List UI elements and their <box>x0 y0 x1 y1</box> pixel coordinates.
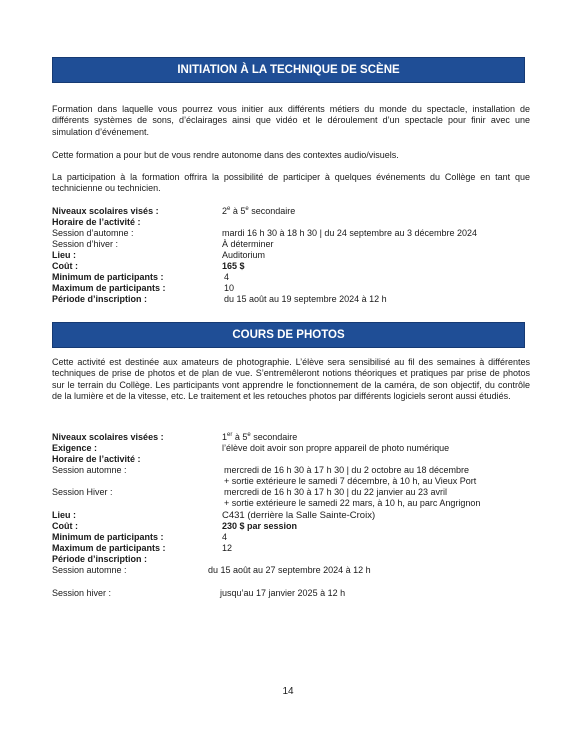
description-paragraph: Cette activité est destinée aux amateurs de photographie. L’élève sera sensibilisé au fil des semaines à différentes techniques de prise de photos et de plan de vue. S’entremêleront notions théoriques et pratiques par prise de photos sur le terrain du Collège. Les participants vont apprendre le fonctionnement de la caméra, de son objectif, du contrôle de la lumière et de la vitesse, etc. Le traitement et les retouches photos par différents logiciels seront aussi étudiés. <box>52 357 530 401</box>
page-number: 14 <box>282 686 294 697</box>
participation-paragraph: La participation à la formation offrira la possibilité de participer à quelques événements du Collège en tant que technicienne ou technicien. <box>52 172 530 194</box>
info-label: Session hiver : <box>52 588 112 598</box>
info-label: Horaire de l’activité : <box>52 454 141 464</box>
info-label: Minimum de participants : <box>52 272 164 282</box>
info-value: 4 <box>224 272 230 282</box>
info-label: Exigence : <box>52 443 98 453</box>
info-value: mardi 16 h 30 à 18 h 30 | du 24 septembre au 3 décembre 2024 <box>222 228 478 238</box>
info-value: jusqu’au 17 janvier 2025 à 12 h <box>220 588 346 598</box>
info-label: Session Hiver : <box>52 487 113 497</box>
info-label: Lieu : <box>52 250 76 260</box>
info-value: À déterminer <box>222 239 274 249</box>
info-label: Période d’inscription : <box>52 554 148 564</box>
info-value: 230 $ par session <box>222 521 298 531</box>
info-value: 165 $ <box>222 261 245 271</box>
info-value: C431 (derrière la Salle Sainte-Croix) <box>222 510 376 521</box>
info-label: Maximum de participants : <box>52 283 166 293</box>
info-label: Lieu : <box>52 510 76 520</box>
info-value: + sortie extérieure le samedi 22 mars, à 10 h, au parc Angrignon <box>224 498 481 508</box>
section-title: INITIATION À LA TECHNIQUE DE SCÈNE <box>177 64 400 76</box>
info-value: 12 <box>222 543 233 553</box>
section-banner-technique-scene <box>52 57 525 83</box>
info-label: Session automne : <box>52 565 127 575</box>
section-banner-cours-photos <box>52 322 525 348</box>
info-label: Minimum de participants : <box>52 532 164 542</box>
info-value: du 15 août au 19 septembre 2024 à 12 h <box>224 294 387 304</box>
info-label: Session d’automne : <box>52 228 134 238</box>
info-label: Période d’inscription : <box>52 294 148 304</box>
description-paragraph: Formation dans laquelle vous pourrez vous initier aux différents métiers du monde du spectacle, installation de différents systèmes de sons, d’éclairages ainsi que vidéo et le déroulement d’un spectacle pour finir avec une simulation d’événement. <box>52 104 530 137</box>
info-label: Session automne : <box>52 465 127 475</box>
info-label: Session d’hiver : <box>52 239 119 249</box>
info-value: 1er à 5e secondaire <box>222 432 298 442</box>
info-value: 10 <box>224 283 235 293</box>
info-value: du 15 août au 27 septembre 2024 à 12 h <box>208 565 371 575</box>
info-value: mercredi de 16 h 30 à 17 h 30 | du 2 octobre au 18 décembre <box>224 465 469 475</box>
info-label: Horaire de l’activité : <box>52 217 141 227</box>
info-value: Auditorium <box>222 250 266 260</box>
info-value: 2e à 5e secondaire <box>222 206 296 216</box>
info-value: mercredi de 16 h 30 à 17 h 30 | du 22 janvier au 23 avril <box>224 487 447 497</box>
info-value: 4 <box>222 532 228 542</box>
info-label: Coût : <box>52 261 78 271</box>
info-label: Niveaux scolaires visés : <box>52 206 159 216</box>
info-label: Coût : <box>52 521 78 531</box>
info-label: Niveaux scolaires visées : <box>52 432 164 442</box>
info-value: l’élève doit avoir son propre appareil de photo numérique <box>222 443 450 453</box>
goal-paragraph: Cette formation a pour but de vous rendre autonome dans des contextes audio/visuels. <box>52 150 399 160</box>
info-value: + sortie extérieure le samedi 7 décembre, à 10 h, au Vieux Port <box>224 476 477 486</box>
info-label: Maximum de participants : <box>52 543 166 553</box>
section-title: COURS DE PHOTOS <box>232 329 345 341</box>
